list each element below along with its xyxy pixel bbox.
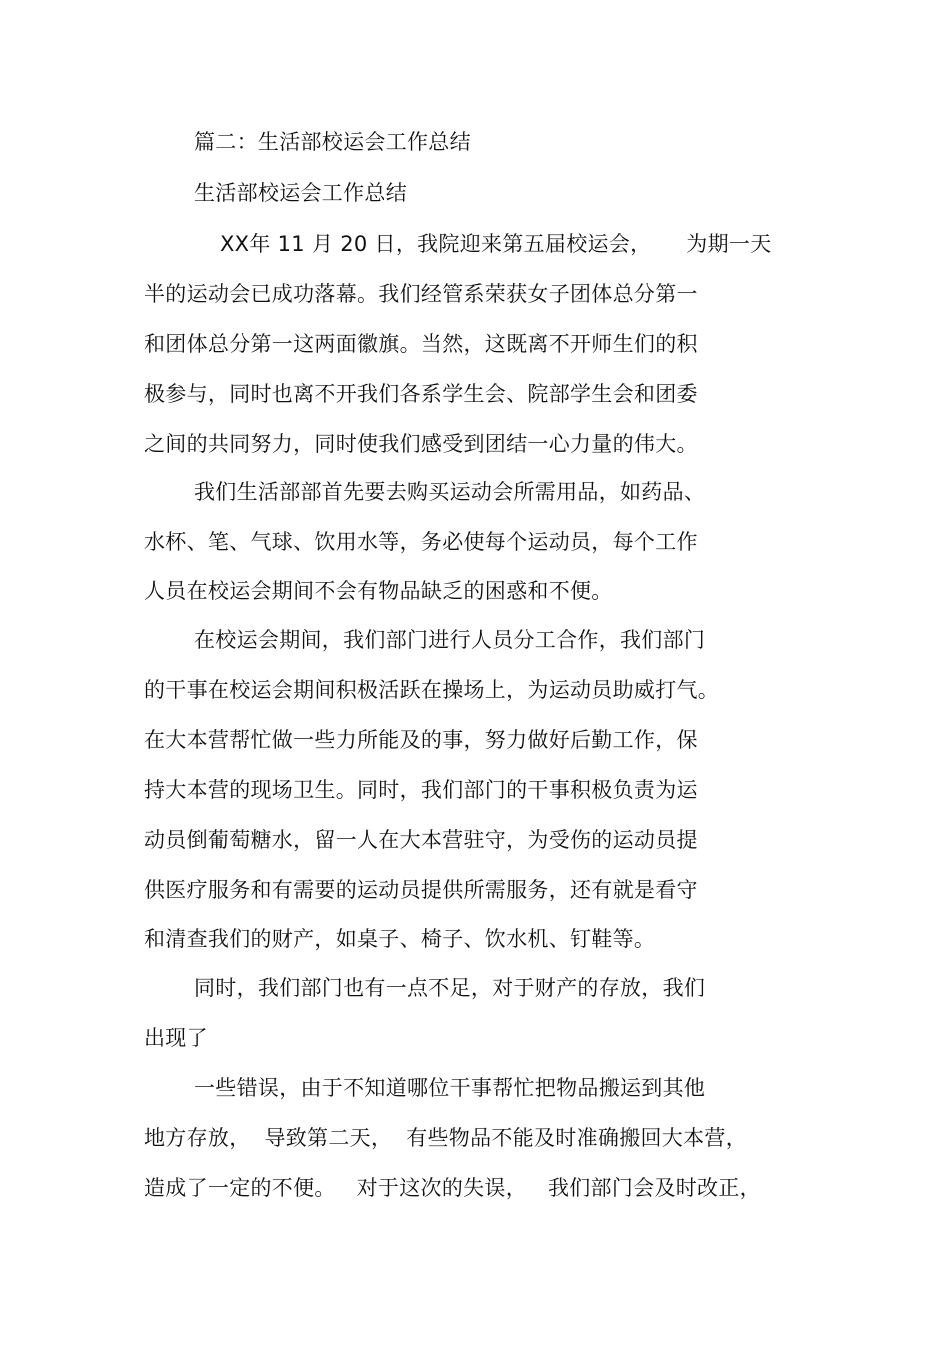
paragraph-3-line-3: 在大本营帮忙做一些力所能及的事，努力做好后勤工作，保 bbox=[144, 728, 698, 752]
paragraph-2-line-2: 水杯、笔、气球、饮用水等，务必使每个运动员，每个工作 bbox=[144, 530, 698, 554]
paragraph-1-line-1: XX年 11 月 20 日，我院迎来第五届校运会， 为期一天 bbox=[220, 232, 772, 256]
paragraph-2-line-3: 人员在校运会期间不会有物品缺乏的困惑和不便。 bbox=[144, 579, 613, 603]
paragraph-3-line-4: 持大本营的现场卫生。同时，我们部门的干事积极负责为运 bbox=[144, 778, 698, 802]
paragraph-4-line-1: 同时，我们部门也有一点不足，对于财产的存放，我们 bbox=[194, 976, 706, 1000]
paragraph-5-line-3: 造成了一定的不便。 对于这次的失误， 我们部门会及时改正， bbox=[144, 1176, 761, 1200]
paragraph-3-line-5: 动员倒葡萄糖水，留一人在大本营驻守，为受伤的运动员提 bbox=[144, 828, 698, 852]
paragraph-1-line-2: 半的运动会已成功落幕。我们经管系荣获女子团体总分第一 bbox=[144, 282, 698, 306]
paragraph-1-line-5: 之间的共同努力，同时使我们感受到团结一心力量的伟大。 bbox=[144, 432, 698, 456]
paragraph-5-line-2: 地方存放， 导致第二天， 有些物品不能及时准确搬回大本营， bbox=[144, 1126, 747, 1150]
paragraph-1-line-4: 极参与，同时也离不开我们各系学生会、院部学生会和团委 bbox=[144, 382, 698, 406]
paragraph-5-line-1: 一些错误，由于不知道哪位干事帮忙把物品搬运到其他 bbox=[194, 1076, 706, 1100]
paragraph-4-line-2: 出现了 bbox=[144, 1026, 208, 1050]
paragraph-3-line-6: 供医疗服务和有需要的运动员提供所需服务，还有就是看守 bbox=[144, 878, 698, 902]
paragraph-3-line-7: 和清查我们的财产，如桌子、椅子、饮水机、钉鞋等。 bbox=[144, 927, 656, 951]
document-title: 生活部校运会工作总结 bbox=[194, 181, 407, 205]
paragraph-3-line-2: 的干事在校运会期间积极活跃在操场上，为运动员助威打气。 bbox=[144, 678, 720, 702]
paragraph-2-line-1: 我们生活部部首先要去购买运动会所需用品，如药品、 bbox=[194, 480, 706, 504]
paragraph-3-line-1: 在校运会期间，我们部门进行人员分工合作，我们部门 bbox=[194, 628, 706, 652]
paragraph-1-line-3: 和团体总分第一这两面徽旗。当然，这既离不开师生们的积 bbox=[144, 332, 698, 356]
section-heading: 篇二：生活部校运会工作总结 bbox=[194, 130, 471, 154]
